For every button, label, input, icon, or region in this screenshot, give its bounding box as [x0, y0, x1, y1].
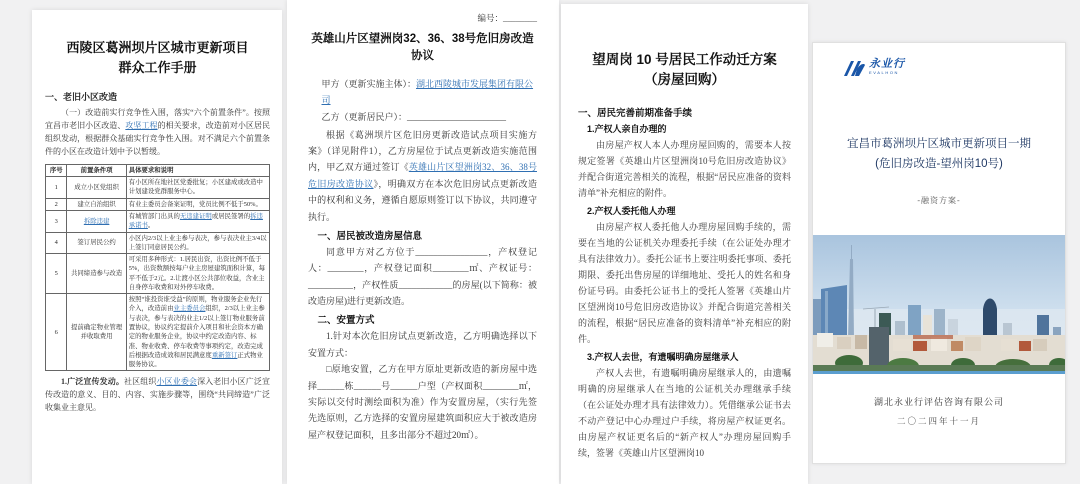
yongyehang-logo: [843, 59, 905, 78]
precondition-row: [46, 198, 270, 210]
text-segment: 有小区所在地社区党委批复；小区建成或改造中计划建设党群服务中心。: [128, 179, 263, 196]
text-segment: 有业主委员会备案证明，党员比例不低于50%。: [128, 200, 262, 208]
preamble-paragraph: [308, 127, 537, 225]
page-title: [45, 38, 270, 77]
paragraph-3: 产权人去世，有遗嘱明确房屋继承人的，由遗嘱明确的房屋继承人在当地的公证机关办理继承手续（在公证处办理才具有法律效力）。凭借继承公证书去不动产登记中心办理过户手续，将房屋产权证更名。由房屋产权证更名后的“新产权人”办理房屋回购手续，签署《英雄山片区望洲岗10: [578, 368, 791, 459]
doc-link[interactable]: 攻坚工程: [125, 120, 158, 130]
text-segment: （一）改造前实行竞争性入围，落实“六个前置条件”。按照宜昌市老旧小区改造、: [45, 108, 270, 130]
precondition-row: [46, 294, 270, 371]
cell-no: 3: [46, 210, 67, 232]
doc-link[interactable]: 无违建证明: [179, 212, 212, 220]
cover-subtitle: -融资方案-: [917, 196, 961, 205]
cell-item: 成立小区党组织: [67, 177, 126, 199]
in-situ-option-paragraph: □原地安置，乙方在甲方原址更新改造的新房屋中选择______栋______号______户型（产权面积________㎡，实际以交付时测绘面积为准）作为安置房屋，（实行先签先选原则，乙方选择的安置房屋建筑面积应大于被改造房屋产权登记面积，且多出部分不超过20㎡）。: [308, 364, 537, 440]
text-segment: 根据《葛洲坝片区危旧房更新改造试点项目实施方案》（详见附件1），乙方房屋位于试点更新改造实施范围内，甲乙双方通过签订《: [308, 129, 537, 173]
footer-paragraph: [45, 376, 270, 415]
page-title: [578, 50, 791, 89]
logo-text: [869, 59, 905, 75]
cell-item: 提前确定物业管理并收取费用: [67, 294, 126, 371]
col-header-item: 前置条件项: [67, 164, 126, 176]
doc-link[interactable]: 重新签订: [211, 351, 238, 359]
text-segment: 可采用多种形式：1.居民出资，出资比例不低于5%，出资数额按每户业主房屋建筑面积计算，每平不低于2元。2.让渡小区公共部位收益，含业主自身停车收费和对外停车收费。: [128, 256, 266, 291]
section-heading: 一、老旧小区改造: [45, 92, 118, 102]
cell-detail: [126, 198, 269, 210]
sub-heading-3: 3.产权人去世，有遗嘱明确房屋继承人: [587, 352, 739, 363]
page-title-line1: 西陵区葛洲坝片区城市更新项目: [66, 40, 249, 55]
table-body: [46, 177, 270, 371]
logo-english: EVALHON: [869, 70, 900, 75]
preconditions-table: [45, 164, 270, 372]
text-segment: 乙方（更新居民户）：: [321, 112, 408, 123]
text-segment: 正式物业服务协议。: [128, 351, 263, 369]
doc-link[interactable]: 业主委员会: [173, 305, 206, 313]
paragraph-2: 由房屋产权人委托他人办理房屋回购手续的，需要在当地的公证机关办理委托手续（在公证处办理才具有法律效力）。委托公证书上要注明委托事项、委托期限、委托出售房屋的详细地址、受托人的姓名和身份证号码。由委托公证书上的受托人签署《英雄山片区望洲岗10号危旧房改造协议》并配合街道完善相关的流程，根据“居民应准备的资料清单”补充相应的附件。: [578, 222, 791, 345]
doc-number: [308, 12, 537, 24]
text-segment: 1.广泛宣传发动。: [61, 377, 124, 387]
table-header: [46, 164, 270, 176]
cell-no: 5: [46, 254, 67, 294]
cell-no: 6: [46, 294, 67, 371]
cover-title-line2: (危旧房改造-望州岗10号): [875, 157, 1003, 170]
cell-no: 1: [46, 177, 67, 199]
yongyehang-logo-icon: [843, 59, 865, 78]
doc-link[interactable]: 小区业委会: [156, 377, 198, 387]
precondition-row: [46, 254, 270, 294]
cityscape-illustration: [813, 235, 1065, 371]
text-segment: 深入老旧小区广泛宣传改造的意义、目的、内容、实施步骤等，围绕“共同缔造”广泛收集业主意见。: [45, 377, 271, 413]
logo-chinese: 永业行: [869, 58, 905, 70]
table-header-row: [46, 164, 270, 176]
cell-no: 2: [46, 198, 67, 210]
text-segment: 。: [147, 222, 155, 230]
text-segment: 组织，2/3以上业主参与表决，参与表决的业主1/2以上签订物业服务前置协议，协议约定提前介入项目和社会资本方确定的物业服务企业，协议中约定改造内容、标准、物业收费、停车收费等事项约定，改造完成后根据改造成效和居民满意度: [128, 305, 265, 359]
text-segment: 小区内2/3以上业主参与表决，参与表决业主3/4以上签订同意居民公约。: [128, 234, 267, 251]
cover-title: [813, 135, 1065, 174]
section1-heading: 一、居民被改造房屋信息: [317, 231, 423, 242]
intro-paragraph: [45, 107, 270, 159]
page-title: 英雄山片区望洲岗32、36、38号危旧房改造协议: [311, 33, 534, 63]
relocation-plan-page: [561, 4, 808, 484]
text-segment: ______________________: [407, 112, 507, 123]
col-header-no: 序号: [46, 164, 67, 176]
col-header-detail: 具体要求和说明: [126, 164, 269, 176]
sub-heading-2: 2.产权人委托他人办理: [587, 206, 676, 217]
doc-link[interactable]: 湖北西陵城市发展集团有限公司: [321, 78, 534, 105]
cell-item: 共同缔造参与改造: [67, 254, 126, 294]
page-title-line2: 群众工作手册: [118, 59, 197, 75]
text-segment: 有城管部门出具的: [128, 212, 180, 220]
page-title-line1: 望周岗 10 号居民工作动迁方案: [592, 52, 777, 67]
cell-detail: [126, 294, 269, 371]
cell-no: 4: [46, 232, 67, 254]
doc-link[interactable]: 英雄山片区望洲岗32、36、38号危旧房改造协议: [308, 162, 537, 189]
text-segment: 编号：: [477, 13, 503, 23]
text-segment: 甲方（更新实施主体）：: [321, 78, 417, 89]
agreement-page: [287, 0, 559, 484]
doc-link[interactable]: 拆违承诺书: [128, 212, 263, 230]
sub-heading-1: 1.产权人亲自办理的: [587, 124, 667, 135]
placement-intro-paragraph: 1.针对本次危旧房试点更新改造，乙方明确选择以下安置方式：: [308, 331, 537, 358]
cell-item[interactable]: 拆除违建: [67, 210, 126, 232]
report-date: 二〇二四年十一月: [896, 416, 981, 426]
cell-detail: [126, 177, 269, 199]
text-segment: 社区组织: [123, 377, 157, 387]
precondition-row: [46, 210, 270, 232]
handbook-page: [32, 10, 282, 484]
section-heading: 一、居民完善前期准备手续: [578, 108, 693, 120]
cityscape-image: [813, 235, 1065, 371]
cell-item: 建立自治组织: [67, 198, 126, 210]
cover-title-line1: 宜昌市葛洲坝片区城市更新项目一期: [847, 138, 1031, 150]
page-title-line2: （房屋回购）: [644, 71, 725, 87]
precondition-row: [46, 177, 270, 199]
cell-detail: [126, 210, 269, 232]
precondition-row: [46, 232, 270, 254]
image-underline-rule: [813, 371, 1065, 374]
cell-detail: [126, 254, 269, 294]
financing-cover-page: [812, 42, 1066, 464]
text-segment: 或居民签署的: [211, 212, 251, 220]
cell-item: 签订居民公约: [67, 232, 126, 254]
house-info-paragraph: 同意甲方对乙方位于________________，产权登记人：________，产权登记面积________㎡、产权证号：__________，产权性质____________的房屋(以下简称：被改造房屋)进行更新改造。: [308, 246, 537, 306]
company-name: 湖北永业行评估咨询有限公司: [873, 397, 1004, 407]
text-segment: 的相关要求，改造前对小区居民组织发动，根据群众基础实行竞争性入围。对不满足六个前置条件的小区在改造计划中予以暂缓。: [45, 120, 271, 156]
party-b-line: [322, 109, 538, 125]
text-segment: ________: [503, 13, 537, 23]
text-segment: 按照“谁投资谁受益”的原则，物业服务企业先行介入，改造前由: [128, 296, 263, 313]
section2-heading: 二、安置方式: [317, 316, 375, 327]
paragraph-1: 由房屋产权人本人办理房屋回购的，需要本人按规定签署《英雄山片区望洲岗10号危旧房改造协议》并配合街道完善相关的流程，根据“居民应准备的资料清单”补充相应的附件。: [578, 140, 791, 199]
cell-detail: [126, 232, 269, 254]
text-segment: 》，明确双方在本次危旧房试点更新改造中的权利和义务，遵循自愿原则签订以下协议，共同遵守执行。: [308, 178, 537, 222]
party-a-line: [322, 76, 538, 109]
